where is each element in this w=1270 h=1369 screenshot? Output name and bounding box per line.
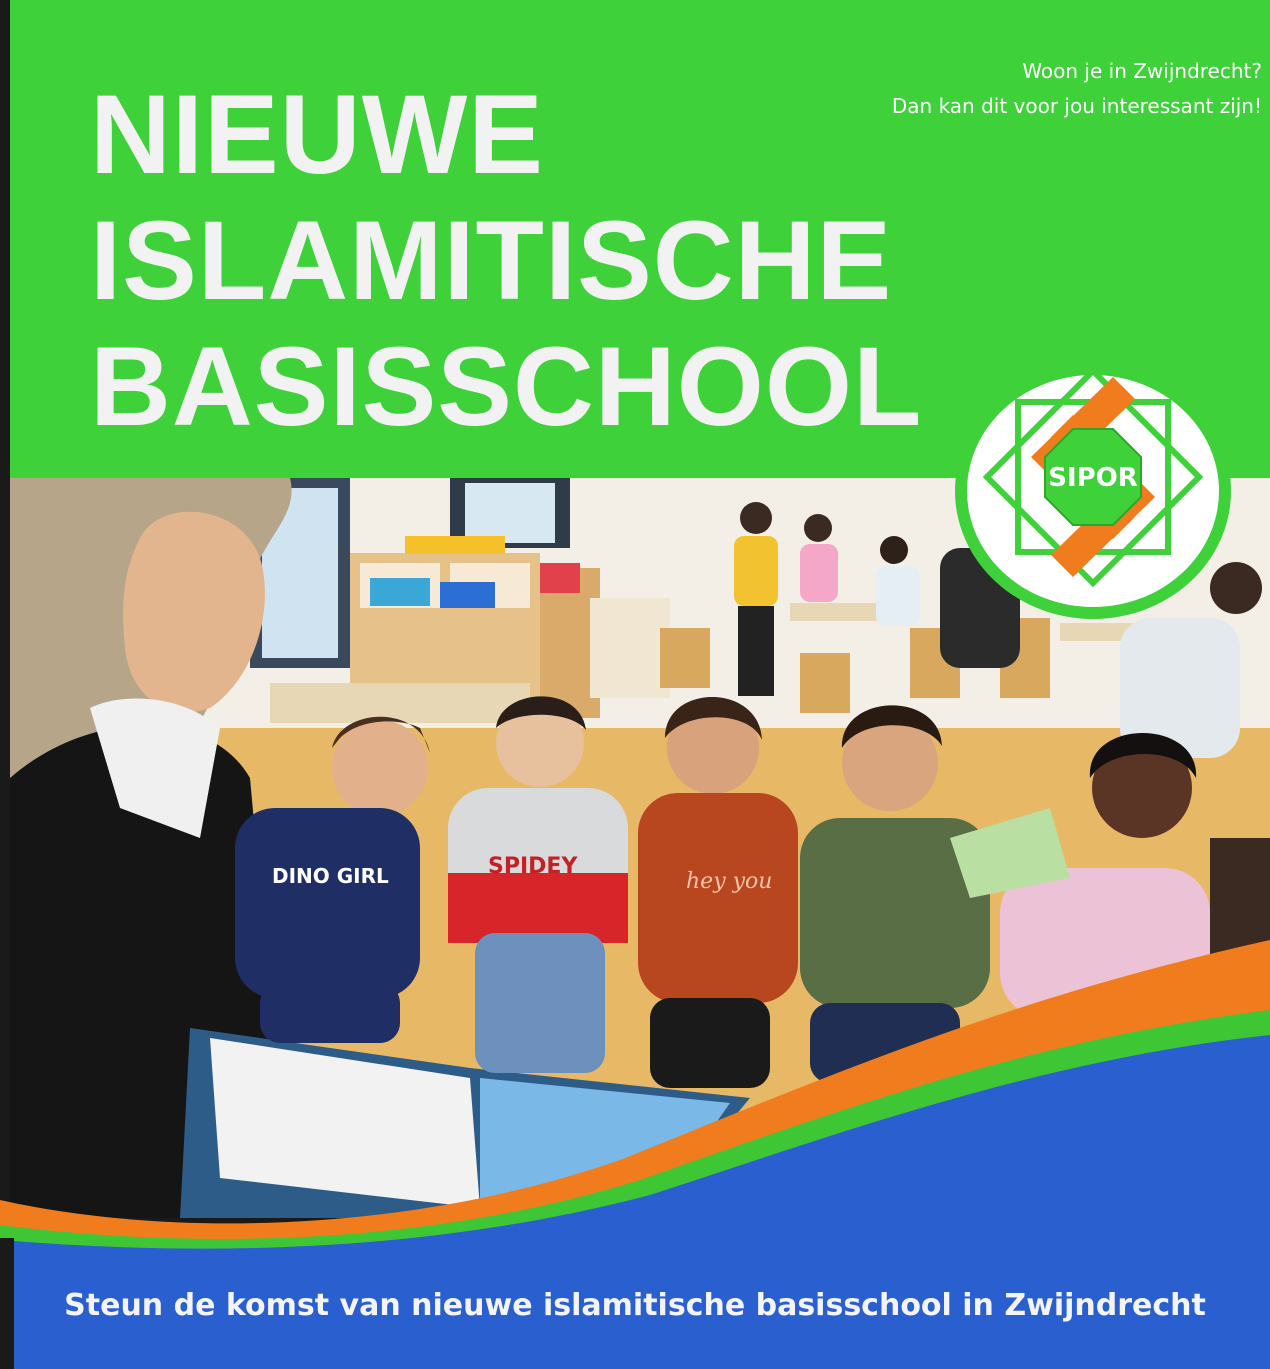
sipor-logo-icon bbox=[954, 362, 1232, 620]
tagline-line-2: Dan kan dit voor jou interessant zijn! bbox=[891, 94, 1262, 118]
footer-call-to-action: Steun de komst van nieuwe islamitische basisschool in Zwijndrecht bbox=[64, 1288, 1206, 1323]
shirt-text-hey-you: hey you bbox=[686, 869, 773, 894]
logo-text: SIPOR bbox=[1048, 463, 1138, 493]
title-line-2: ISLAMITISCHE bbox=[90, 198, 893, 323]
tagline-line-1: Woon je in Zwijndrecht? bbox=[1022, 59, 1262, 83]
title-line-3: BASISSCHOOL bbox=[90, 324, 923, 449]
title-line-1: NIEUWE bbox=[90, 72, 544, 197]
poster-title bbox=[90, 72, 922, 450]
shirt-text-spidey: SPIDEY bbox=[488, 854, 578, 879]
shirt-text-dino-girl: DINO GIRL bbox=[272, 864, 389, 888]
tagline bbox=[892, 54, 1262, 124]
